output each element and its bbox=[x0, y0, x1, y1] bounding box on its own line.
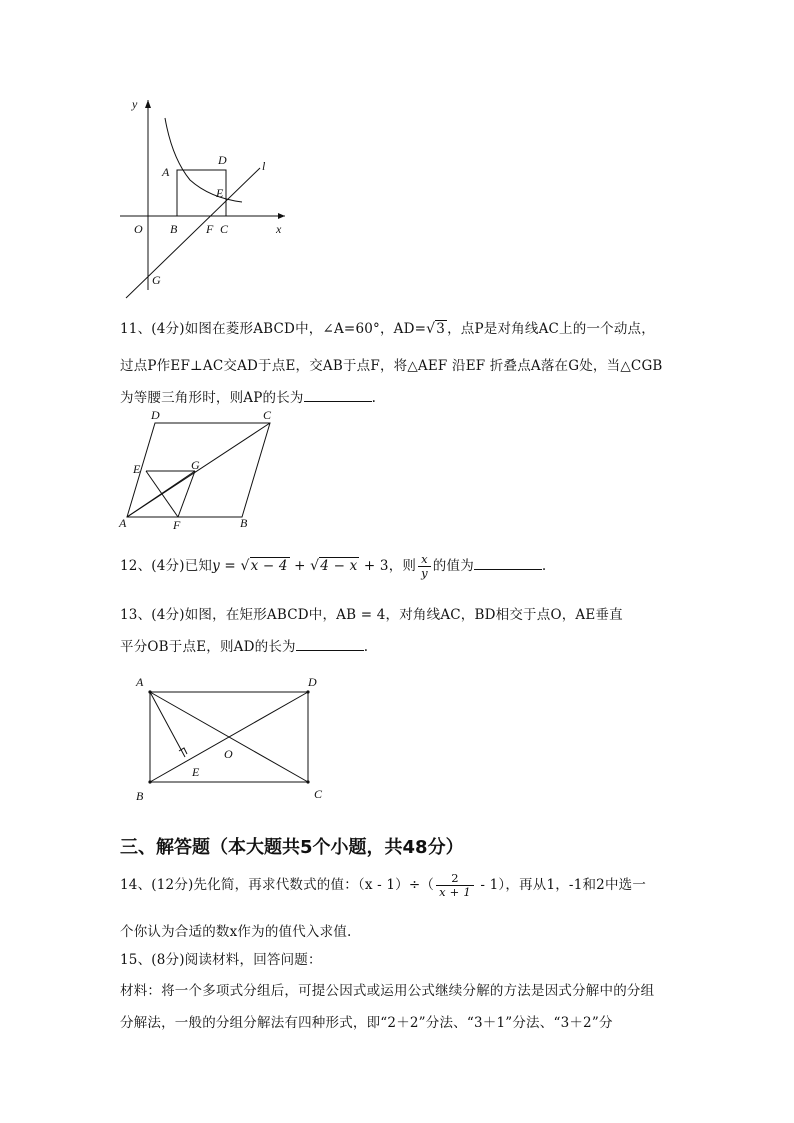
figure-q11 bbox=[115, 405, 280, 530]
label-y: y bbox=[132, 97, 138, 111]
q11-text-b: ，点P是对角线AC上的一个动点， bbox=[447, 321, 655, 337]
y-axis-arrow bbox=[145, 100, 151, 108]
label-C: C bbox=[220, 222, 229, 236]
q12-tail: + 3，则 bbox=[359, 558, 417, 574]
q11-text-a: 11、(4分)如图在菱形ABCD中，∠A=60°，AD= bbox=[120, 321, 427, 337]
answer-blank[interactable] bbox=[304, 389, 372, 402]
label-C: C bbox=[263, 408, 272, 422]
label-B: B bbox=[240, 516, 248, 530]
label-B: B bbox=[170, 222, 178, 236]
figure-q10 bbox=[110, 90, 300, 305]
figure-q13 bbox=[128, 670, 338, 805]
q13-end: . bbox=[363, 639, 369, 655]
label-O: O bbox=[134, 222, 143, 236]
label-D: D bbox=[151, 408, 160, 422]
q12-end: . bbox=[541, 558, 547, 574]
q14-prefix: 14、(12分)先化简，再求代数式的值：（x - 1）÷（ bbox=[120, 877, 435, 893]
label-F: F bbox=[206, 222, 214, 236]
label-E: E bbox=[216, 186, 224, 200]
q13-line1: 13、(4分)如图，在矩形ABCD中，AB = 4，对角线AC，BD相交于点O，AE垂直 bbox=[120, 607, 623, 623]
x-axis-arrow bbox=[278, 213, 285, 219]
q12-frac-num: x bbox=[418, 553, 431, 567]
q14-fraction bbox=[436, 872, 474, 899]
answer-blank[interactable] bbox=[474, 557, 542, 570]
q14-frac-den: x + 1 bbox=[439, 885, 471, 899]
q11-end: . bbox=[371, 390, 377, 406]
label-A: A bbox=[162, 165, 170, 179]
q11-line1: 11、(4分)如图在菱形ABCD中，∠A=60°，AD=√3 ，点P是对角线AC上的一个动点， bbox=[120, 321, 655, 337]
q14-frac-num: 2 bbox=[436, 872, 474, 886]
q12-prefix: 12、(4分)已知 bbox=[120, 558, 213, 574]
q11-line2: 过点P作EF⊥AC交AD于点E，交AB于点F，将△AEF 沿EF 折叠点A落在G处，当△CGB bbox=[120, 358, 663, 374]
label-C: C bbox=[314, 787, 323, 801]
q12-y: y bbox=[212, 558, 220, 574]
q12-line: 12、(4分)已知y = √x − 4 + √4 − x + 3，则 $\frac{x}{y}$ 的值为 . bbox=[120, 552, 547, 580]
label-D: D bbox=[308, 675, 317, 689]
q15-line3: 分解法，一般的分组分解法有四种形式，即“2＋2”分法、“3＋1”分法、“3＋2”分 bbox=[120, 1015, 613, 1031]
q11-sqrt: 3 bbox=[436, 321, 446, 337]
segment-ag bbox=[127, 471, 195, 517]
label-l: l bbox=[262, 159, 266, 173]
q13-line2 bbox=[120, 635, 368, 655]
q12-frac-den: y bbox=[421, 566, 428, 580]
label-A: A bbox=[136, 675, 144, 689]
label-B: B bbox=[136, 789, 144, 803]
q15-line2: 材料：将一个多项式分组后，可提公因式或运用公式继续分解的方法是因式分解中的分组 bbox=[120, 983, 655, 999]
q12-fraction bbox=[418, 553, 431, 580]
segment-ef bbox=[146, 471, 178, 517]
label-D: D bbox=[218, 153, 227, 167]
label-A: A bbox=[119, 516, 127, 530]
q12-radical-2: 4 − x bbox=[320, 558, 358, 574]
q14-line1 bbox=[120, 872, 646, 899]
q14-suffix: - 1），再从1，-1和2中选一 bbox=[475, 877, 647, 893]
q13-text: 平分OB于点E，则AD的长为 bbox=[120, 639, 296, 655]
section-heading: 三、解答题（本大题共5个小题，共48分） bbox=[120, 837, 464, 858]
q11-text-c: 为等腰三角形时，则AP的长为 bbox=[120, 390, 304, 406]
answer-blank[interactable] bbox=[296, 638, 364, 651]
q12-radical-1: x − 4 bbox=[250, 558, 288, 574]
label-x: x bbox=[276, 222, 282, 236]
label-G: G bbox=[191, 458, 200, 472]
line-l bbox=[126, 168, 260, 298]
label-E: E bbox=[192, 765, 200, 779]
label-E: E bbox=[133, 462, 141, 476]
q12-eq: = bbox=[219, 558, 241, 574]
label-F: F bbox=[173, 518, 181, 530]
label-O: O bbox=[224, 747, 233, 761]
label-G: G bbox=[152, 273, 161, 287]
q14-line2: 个你认为合适的数x作为的值代入求值. bbox=[120, 924, 352, 940]
q15-line1: 15、(8分)阅读材料，回答问题： bbox=[120, 952, 322, 968]
q11-line3 bbox=[120, 386, 376, 406]
q12-plus: + bbox=[289, 558, 311, 574]
q12-suffix: 的值为 bbox=[432, 558, 474, 574]
